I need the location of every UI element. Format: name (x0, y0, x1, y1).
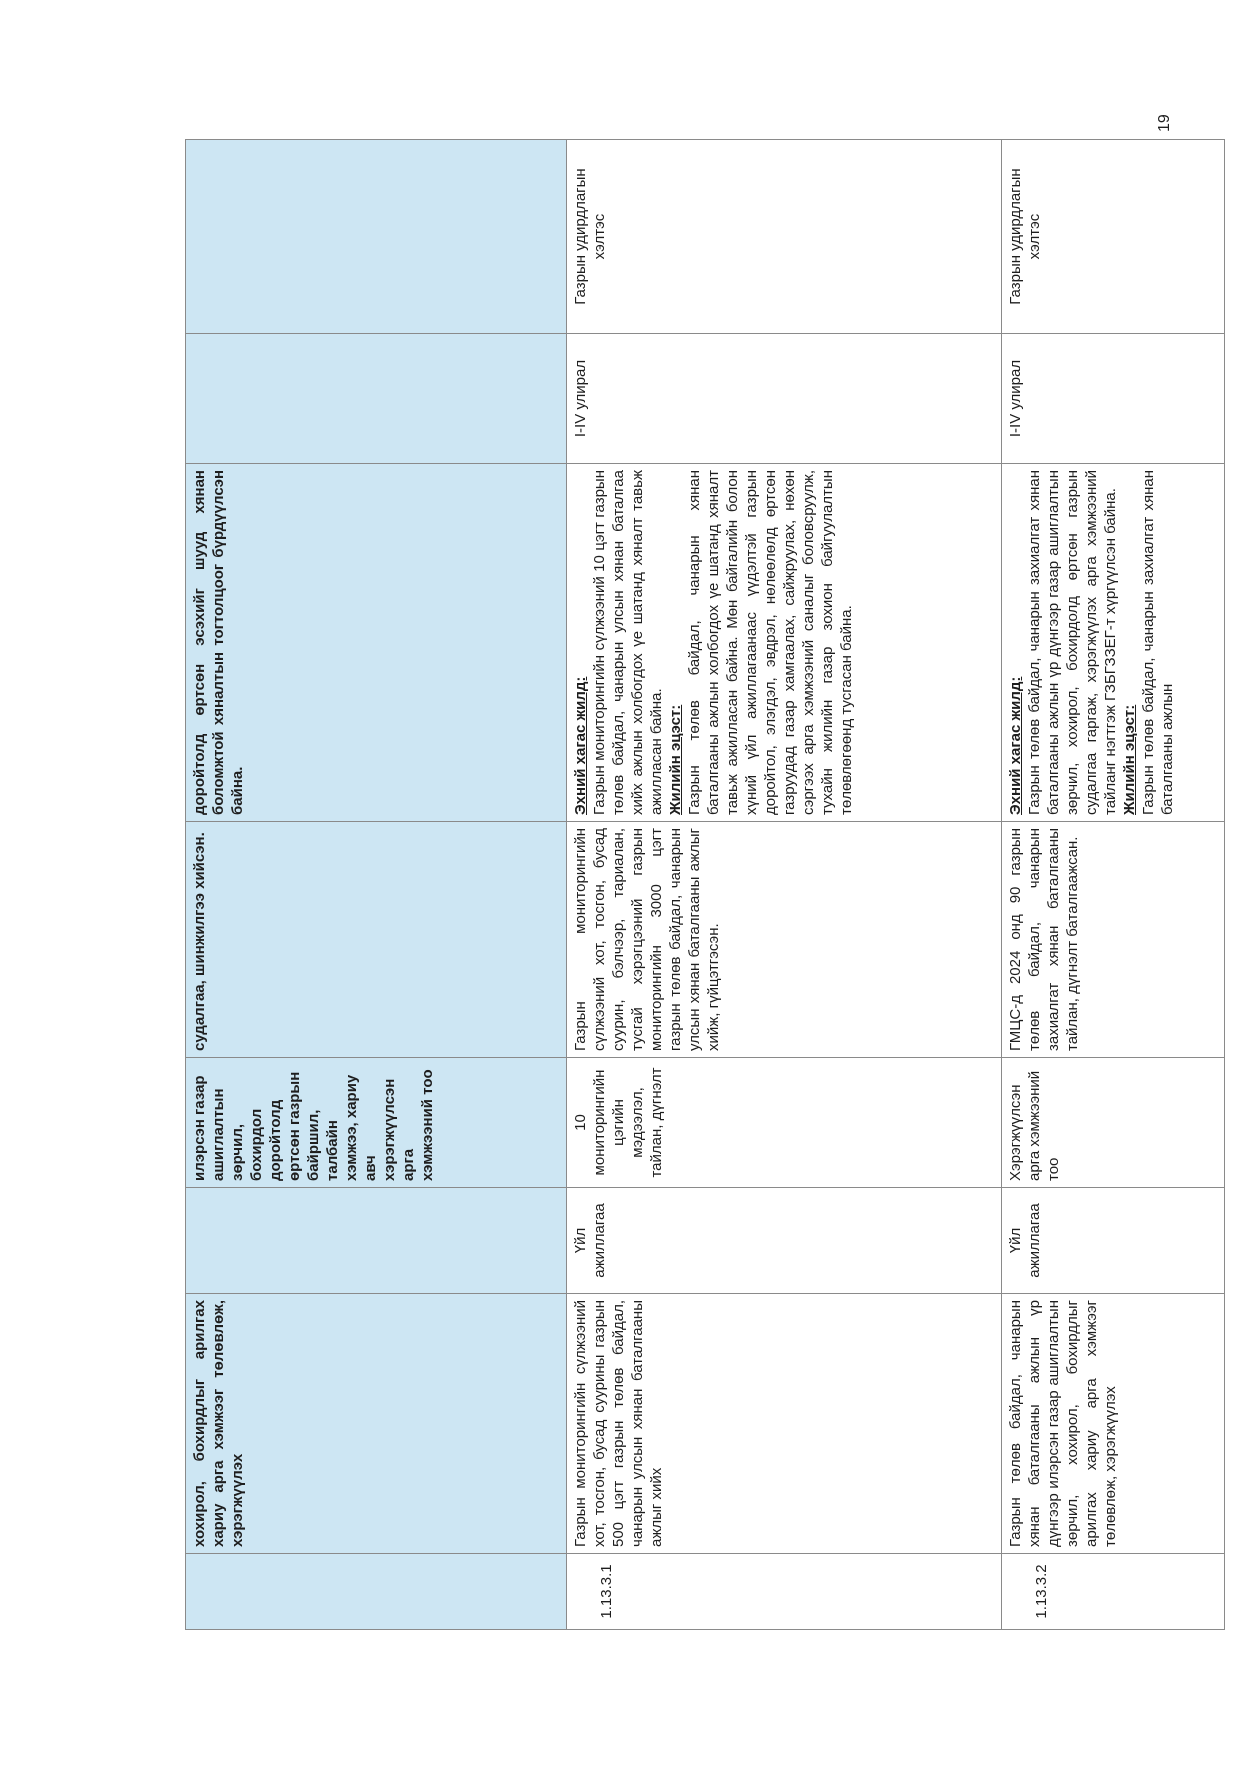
row-indicator: Хэрэгжүүлсэн арга хэмжээний тоо (1002, 1058, 1225, 1188)
row-period: I-IV улирал (1002, 334, 1225, 464)
annual-text: Газрын төлөв байдал, чанарын хянан баталгааны ажлын холбогдох үе шатанд хяналт тавьж ажилласан байна. Мөн байгалийн болон хүний үйл ажиллагаанаас үүдэлтэй газрын доройтол, элэгдэл, эвдрэл, нөлөөлөлд өртсөн газруудад газар хамгаалах, сайжруулах, нөхөн сэргээх арга хэмжээний саналыг боловсруулж, тухайн жилийн газар зохион байгуулалтын төлөвлөгөөнд тусгасан байна. (686, 470, 855, 815)
table-row (567, 140, 1002, 1630)
row-code: 1.13.3.2 (1002, 1554, 1225, 1630)
row-progress (1002, 464, 1225, 822)
row-result: ГМЦС-д 2024 онд 90 газрын төлөв байдал, чанарын захиалгат хянан баталгааны тайлан, дүгнэлт баталгаажсан. (1002, 822, 1225, 1058)
header-cell-current: доройтолд өртсөн эсэхийг шууд хянан боломжтой хяналтын тогтолцоог бүрдүүлсэн байна. (186, 464, 567, 822)
header-row (186, 140, 567, 1630)
row-type: Үйл ажиллагаа (567, 1188, 1002, 1294)
header-cell-indicator: илэрсэн газар ашиглалтын зөрчил, бохирдол доройтолд өртсөн газрын байршил, талбайн хэмжээ, хариу авч хэрэгжүүлсэн арга хэмжээний тоо (186, 1058, 567, 1188)
header-cell-code (186, 1554, 567, 1630)
row-code: 1.13.3.1 (567, 1554, 1002, 1630)
row-activity: Газрын мониторингийн сүлжээний хот, тосгон, бусад суурины газрын 500 цэгт газрын төлөв байдал, чанарын улсын хянан баталгааны ажлыг хийх (567, 1294, 1002, 1554)
current-label: Эхний хагас жилд: (572, 676, 589, 815)
plan-table (185, 139, 1225, 1630)
header-cell-responsible (186, 140, 567, 334)
row-period: I-IV улирал (567, 334, 1002, 464)
row-responsible: Газрын удирдлагын хэлтэс (567, 140, 1002, 334)
header-cell-activity: хохирол, бохирдлыг арилгах хариу арга хэмжээг төлөвлөж, хэрэгжүүлэх (186, 1294, 567, 1554)
annual-label: Жилийн эцэст: (667, 704, 684, 815)
row-responsible: Газрын удирдлагын хэлтэс (1002, 140, 1225, 334)
page-number: 19 (1156, 114, 1173, 132)
row-indicator: 10 мониторингийн цэгийн мэдээлэл, тайлан, дүгнэлт (567, 1058, 1002, 1188)
row-type: Үйл ажиллагаа (1002, 1188, 1225, 1294)
current-text: Газрын мониторингийн сүлжээний 10 цэгт газрын төлөв байдал, чанарын улсын хянан баталгаа хийх ажлын холбогдох үе шатанд хяналт тавьж ажилласан байна. (591, 470, 665, 815)
annual-label: Жилийн эцэст: (1121, 704, 1138, 815)
table-row (1002, 140, 1225, 1630)
row-activity: Газрын төлөв байдал, чанарын хянан баталгааны ажлын үр дүнгээр илэрсэн газар ашиглалтын зөрчил, хохирол, бохирдлыг арилгах хариу арга хэмжээг төлөвлөж, хэрэгжүүлэх (1002, 1294, 1225, 1554)
row-progress (567, 464, 1002, 822)
row-result: Газрын мониторингийн сүлжээний хот, тосгон, бусад суурин, бэлчээр, тариалан, тусгай хэрэгцээний газрын мониторингийн 3000 цэгт газрын төлөв байдал, чанарын улсын хянан баталгааны ажлыг хийж, гүйцэтгэсэн. (567, 822, 1002, 1058)
header-cell-type (186, 1188, 567, 1294)
current-text: Газрын төлөв байдал, чанарын захиалгат хянан баталгааны ажлын үр дүнгээр газар ашиглалтын зөрчил, хохирол, бохирдолд өртсөн газрын судалгаа гаргаж, хэрэгжүүлэх арга хэмжээний тайланг нэгтгэж ГЗБГЗЗЕГ-т хүргүүлсэн байна. (1026, 470, 1119, 815)
annual-text: Газрын төлөв байдал, чанарын захиалгат хянан баталгааны ажлын (1140, 470, 1176, 815)
header-cell-result: судалгаа, шинжилгээ хийсэн. (186, 822, 567, 1058)
header-cell-period (186, 334, 567, 464)
rotated-page-content (185, 140, 1176, 1630)
current-label: Эхний хагас жилд: (1007, 676, 1024, 815)
